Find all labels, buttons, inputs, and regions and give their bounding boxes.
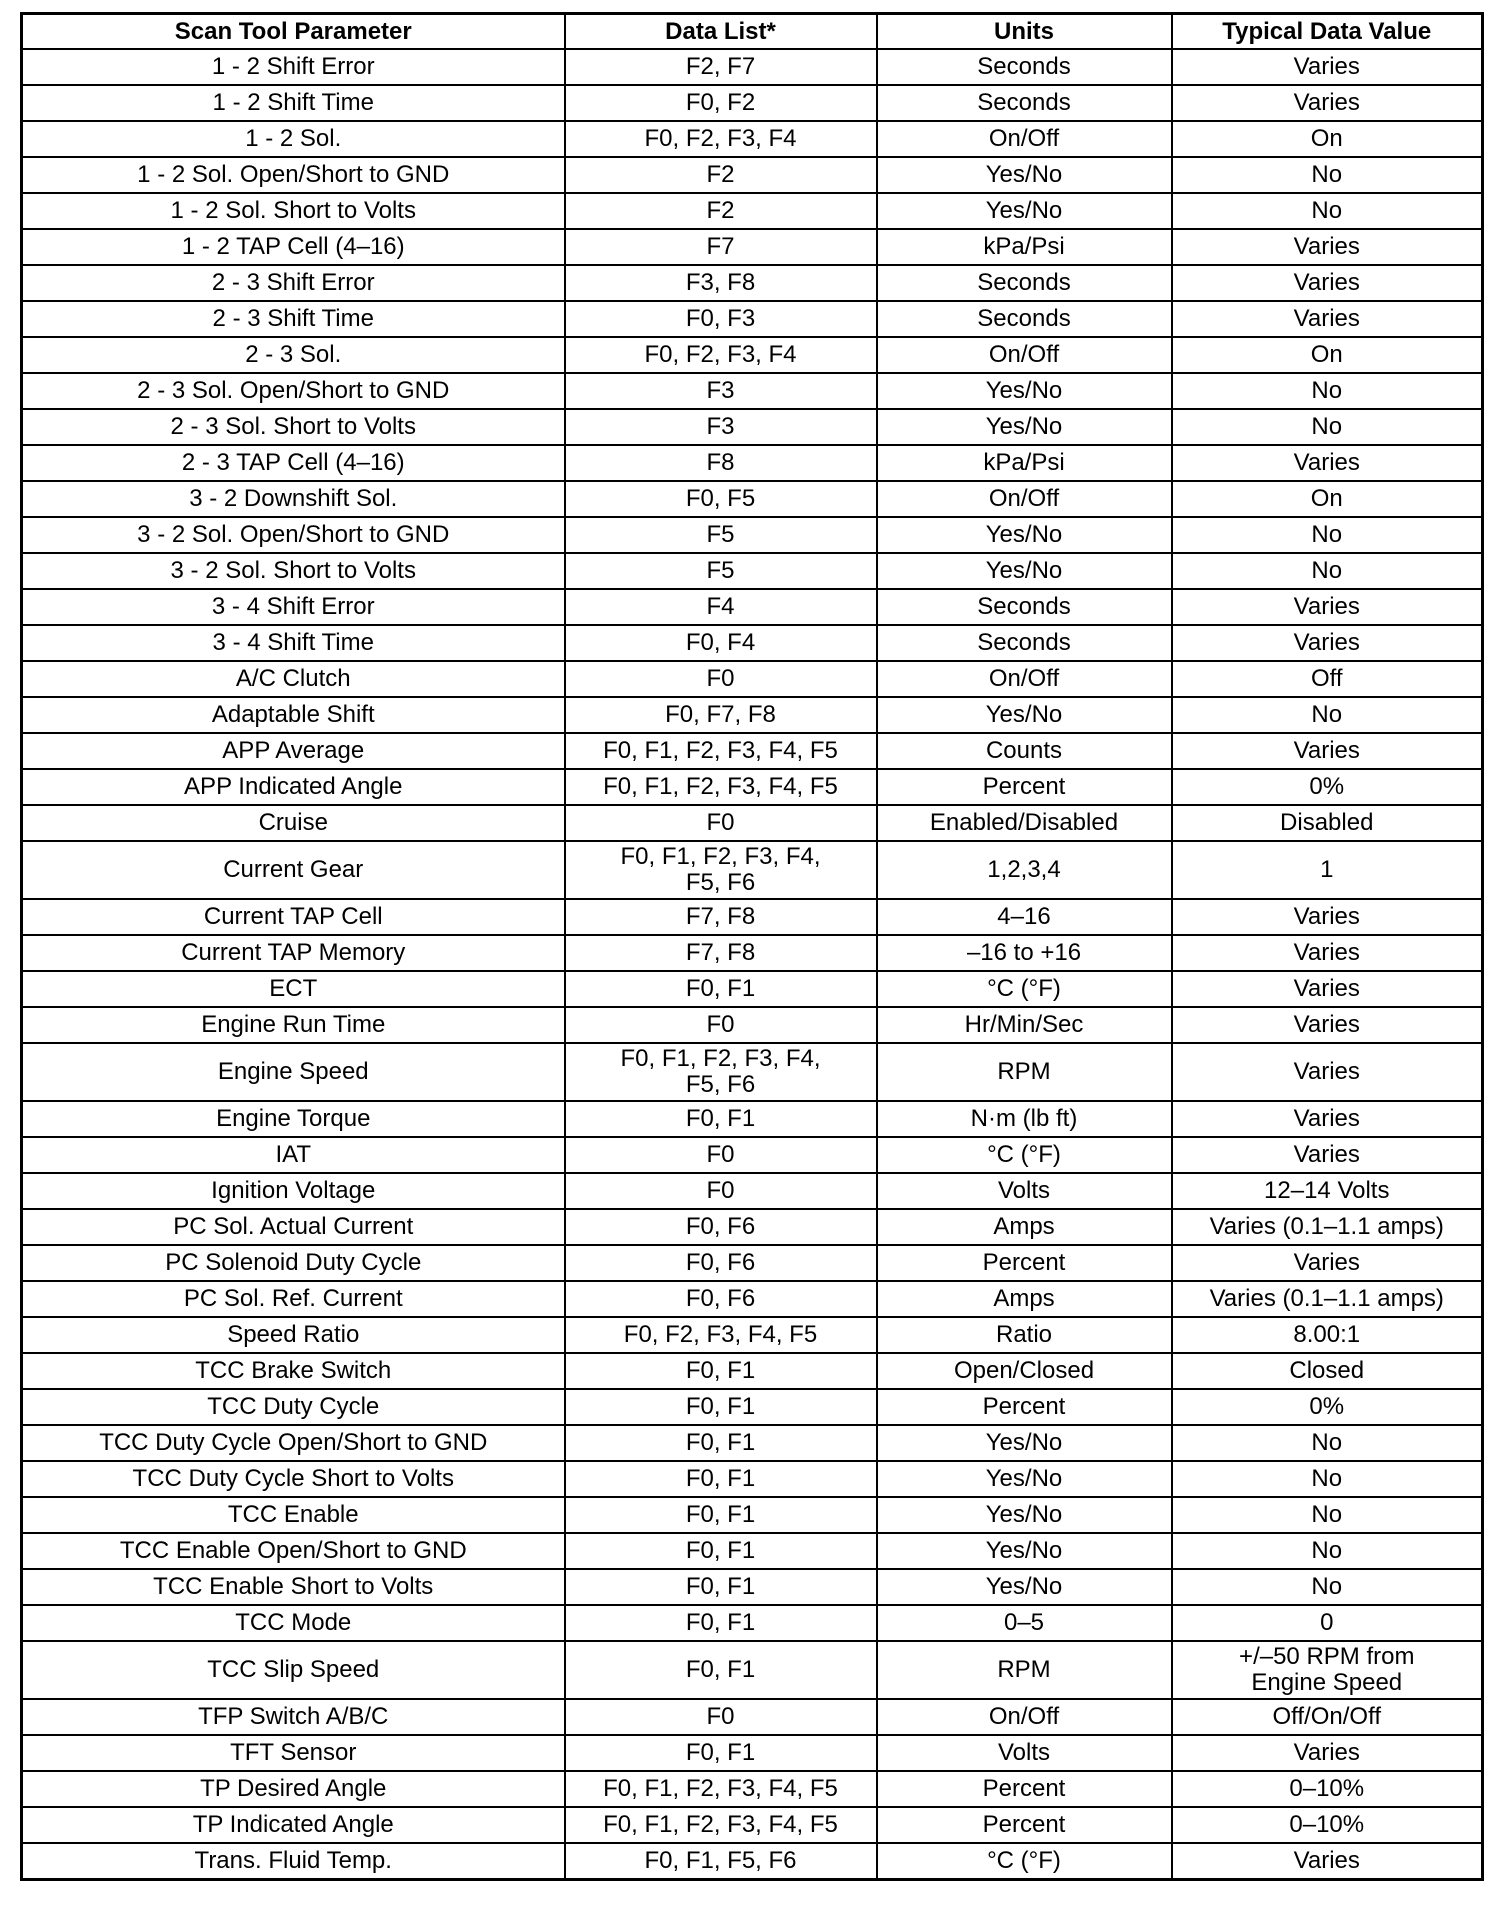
cell-units: Yes/No bbox=[877, 1425, 1172, 1461]
cell-typical-value: 0–10% bbox=[1172, 1807, 1483, 1843]
cell-data-list: F2 bbox=[565, 157, 877, 193]
table-row bbox=[22, 445, 1483, 481]
table-row bbox=[22, 193, 1483, 229]
cell-parameter: APP Indicated Angle bbox=[22, 769, 565, 805]
table-row bbox=[22, 1843, 1483, 1880]
cell-data-list: F0, F1 bbox=[565, 1533, 877, 1569]
cell-typical-value: Varies bbox=[1172, 85, 1483, 121]
cell-data-list: F0, F2, F3, F4 bbox=[565, 121, 877, 157]
table-row bbox=[22, 971, 1483, 1007]
table-row bbox=[22, 625, 1483, 661]
cell-data-list: F2, F7 bbox=[565, 49, 877, 85]
cell-units: Counts bbox=[877, 733, 1172, 769]
cell-units: Volts bbox=[877, 1735, 1172, 1771]
cell-typical-value: No bbox=[1172, 1533, 1483, 1569]
table-row bbox=[22, 517, 1483, 553]
cell-parameter: A/C Clutch bbox=[22, 661, 565, 697]
table-row bbox=[22, 769, 1483, 805]
cell-data-list: F0, F1, F2, F3, F4, F5 bbox=[565, 1807, 877, 1843]
cell-typical-value: Varies bbox=[1172, 1007, 1483, 1043]
cell-typical-value: 1 bbox=[1172, 841, 1483, 899]
cell-units: Yes/No bbox=[877, 1533, 1172, 1569]
table-row bbox=[22, 805, 1483, 841]
cell-parameter: Speed Ratio bbox=[22, 1317, 565, 1353]
cell-data-list: F0, F1 bbox=[565, 1353, 877, 1389]
cell-typical-value: Varies bbox=[1172, 301, 1483, 337]
cell-typical-value: On bbox=[1172, 481, 1483, 517]
cell-units: On/Off bbox=[877, 661, 1172, 697]
cell-data-list: F0 bbox=[565, 1007, 877, 1043]
cell-units: RPM bbox=[877, 1641, 1172, 1699]
cell-data-list: F0, F1 bbox=[565, 1101, 877, 1137]
cell-units: °C (°F) bbox=[877, 1843, 1172, 1880]
header-typical-data-value: Typical Data Value bbox=[1172, 14, 1483, 50]
cell-typical-value: Varies bbox=[1172, 1043, 1483, 1101]
cell-parameter: TP Desired Angle bbox=[22, 1771, 565, 1807]
cell-units: Percent bbox=[877, 769, 1172, 805]
cell-units: Yes/No bbox=[877, 697, 1172, 733]
cell-data-list: F8 bbox=[565, 445, 877, 481]
cell-typical-value: Varies bbox=[1172, 733, 1483, 769]
cell-typical-value: 12–14 Volts bbox=[1172, 1173, 1483, 1209]
cell-typical-value: No bbox=[1172, 553, 1483, 589]
cell-parameter: 2 - 3 Shift Time bbox=[22, 301, 565, 337]
cell-parameter: Engine Speed bbox=[22, 1043, 565, 1101]
cell-data-list: F3 bbox=[565, 373, 877, 409]
cell-data-list: F0, F2, F3, F4, F5 bbox=[565, 1317, 877, 1353]
table-row bbox=[22, 49, 1483, 85]
table-row bbox=[22, 1807, 1483, 1843]
cell-data-list: F0, F1 bbox=[565, 1641, 877, 1699]
cell-parameter: 1 - 2 Sol. Short to Volts bbox=[22, 193, 565, 229]
cell-data-list: F7, F8 bbox=[565, 899, 877, 935]
cell-typical-value: Varies bbox=[1172, 1101, 1483, 1137]
cell-data-list: F0, F6 bbox=[565, 1281, 877, 1317]
cell-parameter: PC Solenoid Duty Cycle bbox=[22, 1245, 565, 1281]
cell-parameter: 2 - 3 Shift Error bbox=[22, 265, 565, 301]
cell-data-list: F0, F4 bbox=[565, 625, 877, 661]
cell-typical-value: No bbox=[1172, 1497, 1483, 1533]
cell-typical-value: No bbox=[1172, 373, 1483, 409]
cell-typical-value: Closed bbox=[1172, 1353, 1483, 1389]
cell-units: Percent bbox=[877, 1245, 1172, 1281]
table-row bbox=[22, 229, 1483, 265]
cell-parameter: Current Gear bbox=[22, 841, 565, 899]
cell-data-list: F0 bbox=[565, 805, 877, 841]
cell-units: kPa/Psi bbox=[877, 445, 1172, 481]
cell-typical-value: 0–10% bbox=[1172, 1771, 1483, 1807]
table-row bbox=[22, 301, 1483, 337]
cell-typical-value: 0% bbox=[1172, 1389, 1483, 1425]
cell-data-list: F0, F1 bbox=[565, 971, 877, 1007]
header-data-list: Data List* bbox=[565, 14, 877, 50]
cell-typical-value: Varies bbox=[1172, 1843, 1483, 1880]
cell-parameter: TFT Sensor bbox=[22, 1735, 565, 1771]
cell-parameter: 1 - 2 Sol. Open/Short to GND bbox=[22, 157, 565, 193]
table-row bbox=[22, 1461, 1483, 1497]
cell-data-list: F5 bbox=[565, 553, 877, 589]
cell-units: Seconds bbox=[877, 85, 1172, 121]
cell-parameter: Ignition Voltage bbox=[22, 1173, 565, 1209]
cell-typical-value: Varies (0.1–1.1 amps) bbox=[1172, 1281, 1483, 1317]
table-row bbox=[22, 1425, 1483, 1461]
cell-typical-value: No bbox=[1172, 157, 1483, 193]
cell-data-list: F0, F1 bbox=[565, 1735, 877, 1771]
cell-units: –16 to +16 bbox=[877, 935, 1172, 971]
cell-data-list: F5 bbox=[565, 517, 877, 553]
cell-data-list: F0, F2, F3, F4 bbox=[565, 337, 877, 373]
cell-units: Percent bbox=[877, 1771, 1172, 1807]
table-row bbox=[22, 589, 1483, 625]
cell-data-list: F0, F1 bbox=[565, 1389, 877, 1425]
cell-typical-value: Off bbox=[1172, 661, 1483, 697]
cell-typical-value: On bbox=[1172, 337, 1483, 373]
table-row bbox=[22, 1317, 1483, 1353]
cell-typical-value: Varies bbox=[1172, 1137, 1483, 1173]
cell-units: On/Off bbox=[877, 481, 1172, 517]
cell-data-list: F7, F8 bbox=[565, 935, 877, 971]
cell-typical-value: Varies bbox=[1172, 49, 1483, 85]
cell-data-list: F2 bbox=[565, 193, 877, 229]
cell-data-list: F0, F7, F8 bbox=[565, 697, 877, 733]
cell-parameter: TCC Enable Short to Volts bbox=[22, 1569, 565, 1605]
cell-parameter: 3 - 4 Shift Error bbox=[22, 589, 565, 625]
cell-parameter: 2 - 3 Sol. Short to Volts bbox=[22, 409, 565, 445]
cell-parameter: 1 - 2 Sol. bbox=[22, 121, 565, 157]
cell-data-list: F0 bbox=[565, 1173, 877, 1209]
table-row bbox=[22, 1101, 1483, 1137]
scan-tool-data-table bbox=[20, 12, 1484, 1881]
table-row bbox=[22, 1771, 1483, 1807]
table-row bbox=[22, 899, 1483, 935]
cell-typical-value: 0 bbox=[1172, 1605, 1483, 1641]
cell-parameter: TFP Switch A/B/C bbox=[22, 1699, 565, 1735]
cell-parameter: 2 - 3 TAP Cell (4–16) bbox=[22, 445, 565, 481]
cell-parameter: PC Sol. Ref. Current bbox=[22, 1281, 565, 1317]
cell-units: Open/Closed bbox=[877, 1353, 1172, 1389]
cell-typical-value: Varies bbox=[1172, 935, 1483, 971]
cell-data-list: F0, F6 bbox=[565, 1245, 877, 1281]
table-row bbox=[22, 1389, 1483, 1425]
cell-typical-value: Varies bbox=[1172, 229, 1483, 265]
cell-units: Enabled/Disabled bbox=[877, 805, 1172, 841]
cell-data-list: F0, F1 bbox=[565, 1461, 877, 1497]
table-row bbox=[22, 157, 1483, 193]
cell-units: On/Off bbox=[877, 121, 1172, 157]
cell-parameter: Engine Torque bbox=[22, 1101, 565, 1137]
table-body bbox=[22, 49, 1483, 1880]
cell-parameter: Trans. Fluid Temp. bbox=[22, 1843, 565, 1880]
cell-units: Amps bbox=[877, 1281, 1172, 1317]
cell-typical-value: No bbox=[1172, 517, 1483, 553]
cell-data-list: F3, F8 bbox=[565, 265, 877, 301]
table-header-row bbox=[22, 14, 1483, 50]
cell-units: Seconds bbox=[877, 301, 1172, 337]
cell-data-list: F0, F1, F2, F3, F4, F5, F6 bbox=[565, 841, 877, 899]
table-row bbox=[22, 1605, 1483, 1641]
cell-parameter: Cruise bbox=[22, 805, 565, 841]
cell-data-list: F0, F3 bbox=[565, 301, 877, 337]
cell-parameter: 1 - 2 TAP Cell (4–16) bbox=[22, 229, 565, 265]
cell-units: Yes/No bbox=[877, 409, 1172, 445]
cell-units: Percent bbox=[877, 1807, 1172, 1843]
cell-parameter: TCC Enable bbox=[22, 1497, 565, 1533]
cell-units: Yes/No bbox=[877, 157, 1172, 193]
cell-units: On/Off bbox=[877, 1699, 1172, 1735]
table-row bbox=[22, 481, 1483, 517]
cell-data-list: F3 bbox=[565, 409, 877, 445]
cell-parameter: 3 - 2 Sol. Short to Volts bbox=[22, 553, 565, 589]
table-row bbox=[22, 1699, 1483, 1735]
cell-units: Ratio bbox=[877, 1317, 1172, 1353]
cell-units: Percent bbox=[877, 1389, 1172, 1425]
table-row bbox=[22, 661, 1483, 697]
cell-parameter: IAT bbox=[22, 1137, 565, 1173]
cell-data-list: F0, F1, F5, F6 bbox=[565, 1843, 877, 1880]
cell-units: Yes/No bbox=[877, 517, 1172, 553]
cell-data-list: F0, F1, F2, F3, F4, F5 bbox=[565, 1771, 877, 1807]
cell-parameter: 2 - 3 Sol. bbox=[22, 337, 565, 373]
table-row bbox=[22, 1497, 1483, 1533]
cell-data-list: F0, F1, F2, F3, F4, F5, F6 bbox=[565, 1043, 877, 1101]
cell-data-list: F0, F1, F2, F3, F4, F5 bbox=[565, 733, 877, 769]
table-row bbox=[22, 935, 1483, 971]
cell-typical-value: +/–50 RPM from Engine Speed bbox=[1172, 1641, 1483, 1699]
cell-units: Yes/No bbox=[877, 553, 1172, 589]
cell-typical-value: Varies bbox=[1172, 445, 1483, 481]
cell-data-list: F0, F2 bbox=[565, 85, 877, 121]
cell-units: N·m (lb ft) bbox=[877, 1101, 1172, 1137]
cell-units: Yes/No bbox=[877, 373, 1172, 409]
cell-typical-value: No bbox=[1172, 1461, 1483, 1497]
table-row bbox=[22, 841, 1483, 899]
cell-parameter: TP Indicated Angle bbox=[22, 1807, 565, 1843]
cell-parameter: Current TAP Memory bbox=[22, 935, 565, 971]
cell-units: Yes/No bbox=[877, 1569, 1172, 1605]
cell-parameter: Current TAP Cell bbox=[22, 899, 565, 935]
cell-parameter: 1 - 2 Shift Time bbox=[22, 85, 565, 121]
table-row bbox=[22, 553, 1483, 589]
cell-units: Seconds bbox=[877, 589, 1172, 625]
cell-units: Seconds bbox=[877, 625, 1172, 661]
cell-typical-value: 0% bbox=[1172, 769, 1483, 805]
cell-parameter: 3 - 2 Downshift Sol. bbox=[22, 481, 565, 517]
cell-units: Amps bbox=[877, 1209, 1172, 1245]
cell-typical-value: Off/On/Off bbox=[1172, 1699, 1483, 1735]
cell-typical-value: Varies bbox=[1172, 589, 1483, 625]
cell-units: kPa/Psi bbox=[877, 229, 1172, 265]
table-row bbox=[22, 85, 1483, 121]
cell-parameter: Adaptable Shift bbox=[22, 697, 565, 733]
cell-units: Yes/No bbox=[877, 1497, 1172, 1533]
cell-parameter: TCC Duty Cycle Short to Volts bbox=[22, 1461, 565, 1497]
cell-units: RPM bbox=[877, 1043, 1172, 1101]
cell-data-list: F4 bbox=[565, 589, 877, 625]
header-scan-tool-parameter: Scan Tool Parameter bbox=[22, 14, 565, 50]
cell-parameter: TCC Duty Cycle Open/Short to GND bbox=[22, 1425, 565, 1461]
cell-parameter: APP Average bbox=[22, 733, 565, 769]
cell-units: 4–16 bbox=[877, 899, 1172, 935]
table-row bbox=[22, 1245, 1483, 1281]
cell-data-list: F0, F6 bbox=[565, 1209, 877, 1245]
table-row bbox=[22, 1281, 1483, 1317]
cell-data-list: F0 bbox=[565, 1137, 877, 1173]
table-row bbox=[22, 265, 1483, 301]
cell-typical-value: Varies bbox=[1172, 625, 1483, 661]
cell-units: Seconds bbox=[877, 49, 1172, 85]
table-row bbox=[22, 121, 1483, 157]
cell-typical-value: No bbox=[1172, 193, 1483, 229]
cell-data-list: F7 bbox=[565, 229, 877, 265]
cell-units: On/Off bbox=[877, 337, 1172, 373]
cell-typical-value: No bbox=[1172, 409, 1483, 445]
cell-typical-value: On bbox=[1172, 121, 1483, 157]
table-row bbox=[22, 1043, 1483, 1101]
cell-parameter: ECT bbox=[22, 971, 565, 1007]
cell-units: Yes/No bbox=[877, 193, 1172, 229]
cell-typical-value: Disabled bbox=[1172, 805, 1483, 841]
cell-typical-value: No bbox=[1172, 1569, 1483, 1605]
cell-units: 0–5 bbox=[877, 1605, 1172, 1641]
cell-parameter: 3 - 2 Sol. Open/Short to GND bbox=[22, 517, 565, 553]
cell-parameter: TCC Mode bbox=[22, 1605, 565, 1641]
cell-parameter: Engine Run Time bbox=[22, 1007, 565, 1043]
cell-parameter: TCC Brake Switch bbox=[22, 1353, 565, 1389]
cell-parameter: 2 - 3 Sol. Open/Short to GND bbox=[22, 373, 565, 409]
table-row bbox=[22, 337, 1483, 373]
table-row bbox=[22, 1173, 1483, 1209]
cell-units: Seconds bbox=[877, 265, 1172, 301]
table-row bbox=[22, 1209, 1483, 1245]
cell-units: Hr/Min/Sec bbox=[877, 1007, 1172, 1043]
cell-typical-value: Varies (0.1–1.1 amps) bbox=[1172, 1209, 1483, 1245]
cell-typical-value: Varies bbox=[1172, 971, 1483, 1007]
table-row bbox=[22, 1353, 1483, 1389]
scan-tool-data-table-container bbox=[20, 12, 1481, 1881]
table-row bbox=[22, 1569, 1483, 1605]
cell-typical-value: No bbox=[1172, 1425, 1483, 1461]
cell-typical-value: Varies bbox=[1172, 265, 1483, 301]
header-units: Units bbox=[877, 14, 1172, 50]
cell-parameter: TCC Enable Open/Short to GND bbox=[22, 1533, 565, 1569]
cell-data-list: F0 bbox=[565, 661, 877, 697]
cell-typical-value: 8.00:1 bbox=[1172, 1317, 1483, 1353]
cell-data-list: F0, F1 bbox=[565, 1569, 877, 1605]
table-row bbox=[22, 1137, 1483, 1173]
cell-parameter: PC Sol. Actual Current bbox=[22, 1209, 565, 1245]
cell-units: Volts bbox=[877, 1173, 1172, 1209]
cell-data-list: F0, F1 bbox=[565, 1605, 877, 1641]
table-row bbox=[22, 1735, 1483, 1771]
cell-parameter: 3 - 4 Shift Time bbox=[22, 625, 565, 661]
cell-typical-value: No bbox=[1172, 697, 1483, 733]
table-row bbox=[22, 1533, 1483, 1569]
cell-units: 1,2,3,4 bbox=[877, 841, 1172, 899]
cell-units: °C (°F) bbox=[877, 971, 1172, 1007]
cell-parameter: TCC Duty Cycle bbox=[22, 1389, 565, 1425]
cell-data-list: F0, F1 bbox=[565, 1425, 877, 1461]
table-row bbox=[22, 1641, 1483, 1699]
table-row bbox=[22, 1007, 1483, 1043]
cell-typical-value: Varies bbox=[1172, 899, 1483, 935]
table-row bbox=[22, 733, 1483, 769]
cell-data-list: F0, F1 bbox=[565, 1497, 877, 1533]
cell-typical-value: Varies bbox=[1172, 1735, 1483, 1771]
cell-units: Yes/No bbox=[877, 1461, 1172, 1497]
cell-parameter: TCC Slip Speed bbox=[22, 1641, 565, 1699]
cell-data-list: F0, F5 bbox=[565, 481, 877, 517]
table-row bbox=[22, 697, 1483, 733]
cell-parameter: 1 - 2 Shift Error bbox=[22, 49, 565, 85]
cell-units: °C (°F) bbox=[877, 1137, 1172, 1173]
cell-data-list: F0, F1, F2, F3, F4, F5 bbox=[565, 769, 877, 805]
table-row bbox=[22, 409, 1483, 445]
cell-data-list: F0 bbox=[565, 1699, 877, 1735]
cell-typical-value: Varies bbox=[1172, 1245, 1483, 1281]
table-row bbox=[22, 373, 1483, 409]
